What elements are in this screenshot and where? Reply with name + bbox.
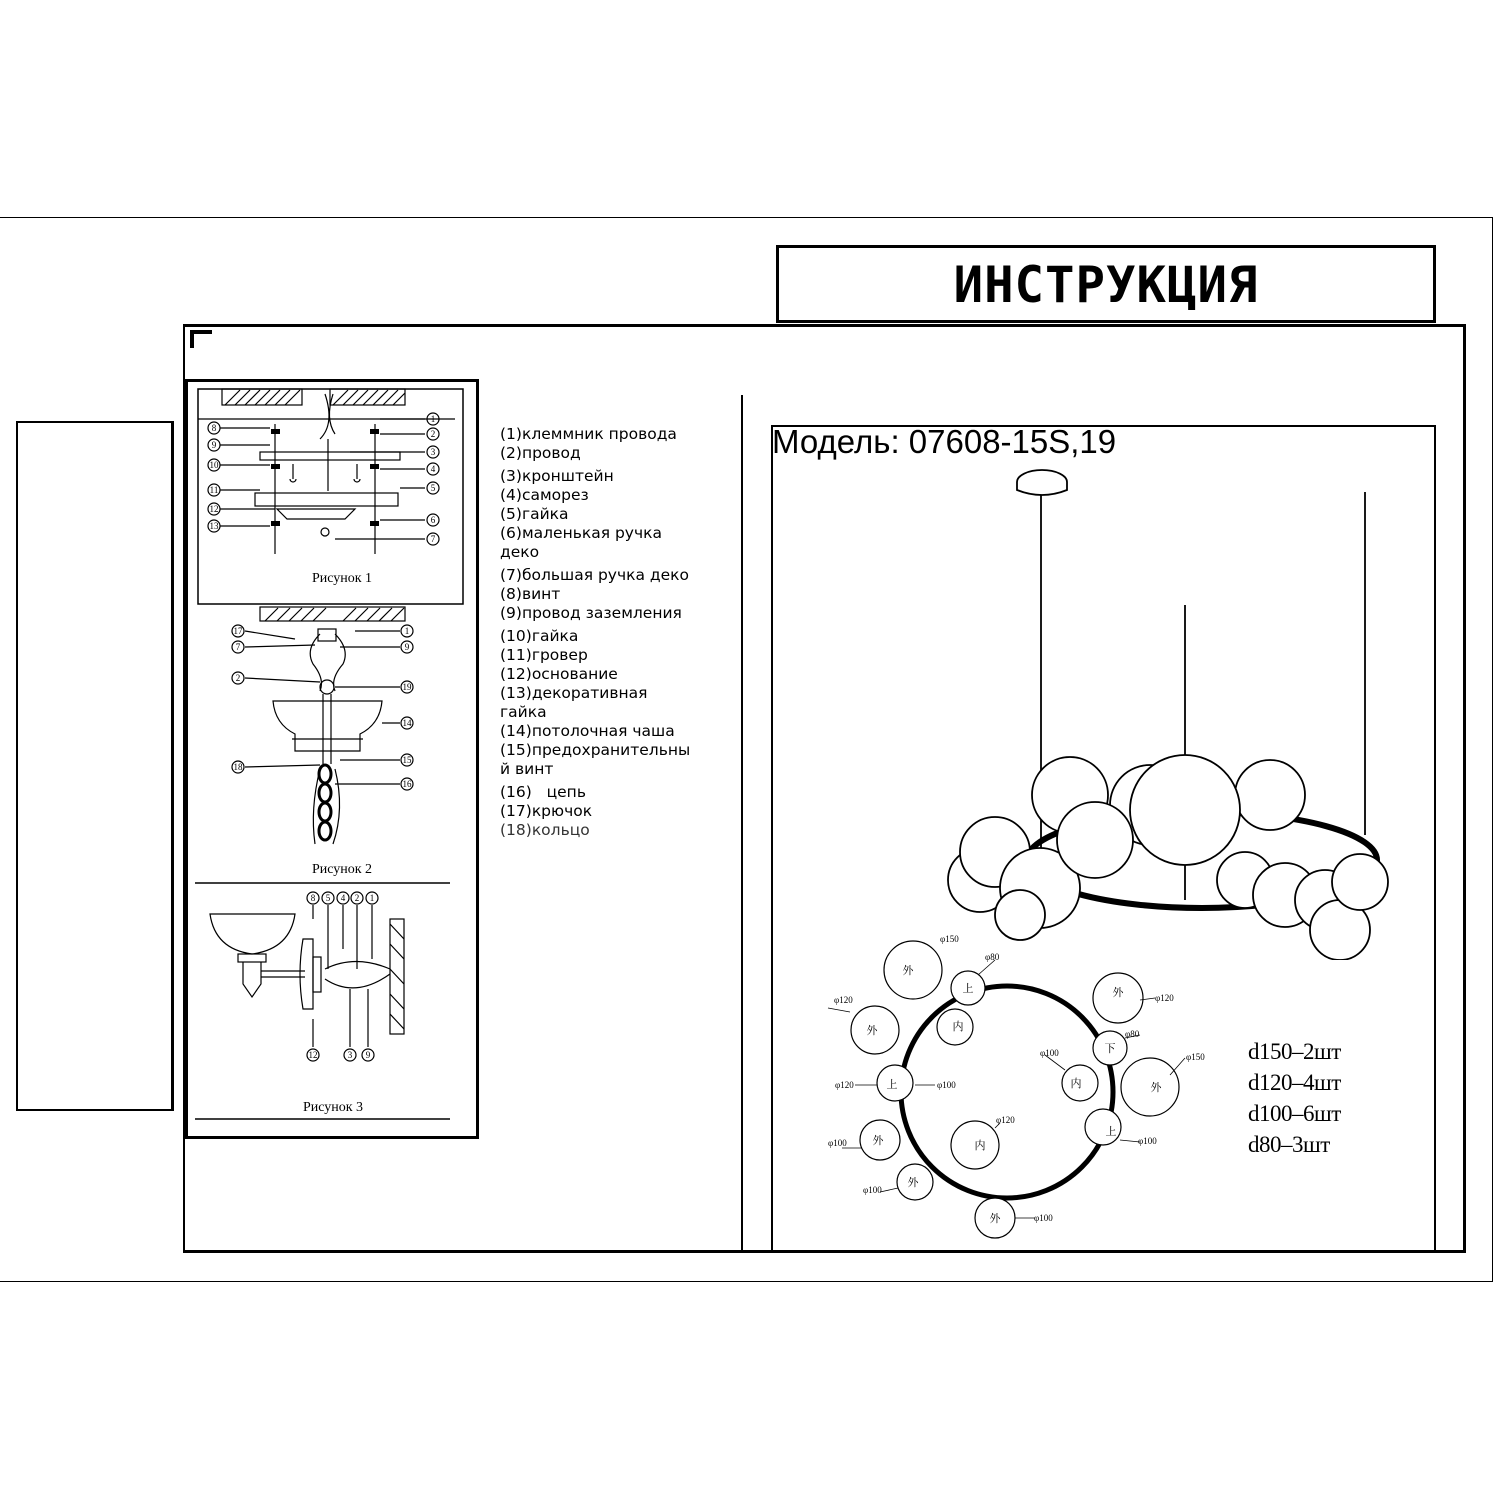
svg-text:6: 6: [430, 515, 436, 525]
svg-text:7: 7: [235, 642, 241, 652]
legend-item: (13)декоративная: [500, 684, 648, 702]
canopy: [1017, 470, 1067, 495]
svg-text:5: 5: [430, 483, 436, 493]
svg-text:外: 外: [866, 1025, 878, 1037]
svg-text:2: 2: [235, 673, 241, 683]
svg-text:17: 17: [233, 626, 243, 636]
count-d120: d120–4шт: [1248, 1070, 1341, 1095]
svg-text:3: 3: [430, 447, 436, 457]
svg-text:10: 10: [209, 460, 219, 470]
svg-text:外: 外: [1112, 987, 1124, 999]
count-d80: d80–3шт: [1248, 1132, 1330, 1157]
legend-item: (14)потолочная чаша: [500, 722, 675, 740]
legend-item: (7)большая ручка деко: [500, 566, 690, 584]
page-title: ИНСТРУКЦИЯ: [953, 256, 1259, 314]
svg-text:4: 4: [340, 893, 346, 903]
legend-item: (6)маленькая ручка: [500, 524, 663, 542]
legend-item: (5)гайка: [500, 505, 569, 523]
legend-item: (8)винт: [500, 585, 561, 603]
title-box: [776, 245, 1436, 323]
legend-item: й винт: [500, 760, 554, 778]
legend-item: (1)клеммник провода: [500, 425, 677, 443]
svg-text:3: 3: [347, 1050, 353, 1060]
legend-item: (15)предохранительны: [500, 741, 691, 759]
outer-frame-right: [1492, 217, 1493, 1282]
svg-text:4: 4: [430, 464, 436, 474]
installation-figures: [185, 379, 479, 1139]
outer-frame-bottom: [0, 1281, 1493, 1282]
figure-1-label: Рисунок 1: [311, 571, 373, 586]
svg-text:9: 9: [211, 440, 217, 450]
svg-text:2: 2: [430, 429, 436, 439]
svg-text:11: 11: [209, 485, 219, 495]
svg-text:φ120: φ120: [834, 995, 853, 1005]
legend-item: деко: [500, 543, 540, 561]
legend-item: (17)крючок: [500, 802, 593, 820]
svg-text:外: 外: [1150, 1082, 1162, 1094]
svg-text:8: 8: [310, 893, 316, 903]
shade-layout-diagram: [820, 930, 1220, 1245]
svg-text:外: 外: [902, 965, 914, 977]
chandelier-illustration: [940, 460, 1425, 960]
svg-text:9: 9: [404, 642, 410, 652]
svg-text:φ150: φ150: [1186, 1052, 1205, 1062]
svg-text:φ80: φ80: [985, 952, 1000, 962]
svg-text:1: 1: [369, 893, 375, 903]
corner-mark-v: [190, 330, 194, 348]
svg-text:上: 上: [1105, 1126, 1117, 1138]
svg-text:φ120: φ120: [1155, 993, 1174, 1003]
svg-text:16: 16: [402, 779, 412, 789]
legend-item: (12)основание: [500, 665, 618, 683]
parts-legend: [500, 425, 700, 840]
svg-text:内: 内: [1070, 1078, 1082, 1090]
svg-text:φ100: φ100: [937, 1080, 956, 1090]
chain: [319, 765, 331, 840]
svg-text:内: 内: [952, 1021, 964, 1033]
svg-text:1: 1: [404, 626, 410, 636]
svg-text:外: 外: [872, 1135, 884, 1147]
model-label: Модель: 07608-15S,19: [772, 423, 1117, 460]
fig1-callout-circles: [208, 413, 439, 545]
svg-text:19: 19: [402, 682, 412, 692]
svg-text:18: 18: [233, 762, 243, 772]
svg-text:φ80: φ80: [1125, 1029, 1140, 1039]
svg-text:7: 7: [430, 534, 436, 544]
count-d100: d100–6шт: [1248, 1101, 1341, 1126]
svg-text:外: 外: [907, 1177, 919, 1189]
svg-text:φ100: φ100: [1138, 1136, 1157, 1146]
shade-counts: [1248, 1036, 1341, 1160]
svg-text:φ100: φ100: [828, 1138, 847, 1148]
left-blank-panel: [16, 421, 174, 1111]
column-divider: [741, 395, 743, 1253]
svg-text:2: 2: [354, 893, 360, 903]
svg-text:φ120: φ120: [996, 1115, 1015, 1125]
figure-3-label: Рисунок 3: [302, 1100, 364, 1115]
fig3-callout-numbers: [309, 893, 375, 1060]
ceiling-hatch-2: [260, 607, 405, 621]
legend-item: (18)кольцо: [500, 821, 590, 839]
svg-text:14: 14: [402, 718, 412, 728]
legend-item: (2)провод: [500, 444, 581, 462]
svg-text:15: 15: [402, 755, 412, 765]
count-d150: d150–2шт: [1248, 1039, 1341, 1064]
figure-2-label: Рисунок 2: [311, 862, 373, 877]
svg-text:9: 9: [365, 1050, 371, 1060]
svg-text:外: 外: [989, 1213, 1001, 1225]
svg-text:12: 12: [209, 504, 219, 514]
svg-text:上: 上: [886, 1079, 898, 1091]
svg-text:12: 12: [308, 1050, 318, 1060]
legend-item: (3)кронштейн: [500, 467, 614, 485]
svg-text:内: 内: [974, 1140, 986, 1152]
legend-item: (16) цепь: [500, 783, 586, 801]
figure-3: [195, 892, 450, 1119]
svg-text:上: 上: [962, 983, 974, 995]
svg-text:下: 下: [1104, 1043, 1116, 1055]
svg-text:1: 1: [430, 414, 436, 424]
svg-text:φ120: φ120: [835, 1080, 854, 1090]
legend-item: (11)гровер: [500, 646, 588, 664]
svg-text:φ150: φ150: [940, 934, 959, 944]
svg-text:13: 13: [209, 521, 219, 531]
legend-item: (4)саморез: [500, 486, 589, 504]
outer-frame-top: [0, 217, 1493, 218]
svg-text:φ100: φ100: [1034, 1213, 1053, 1223]
fig3-callout-lines: [313, 905, 372, 1047]
legend-item: (9)провод заземления: [500, 604, 682, 622]
svg-text:φ100: φ100: [1040, 1048, 1059, 1058]
figure-2: [195, 607, 450, 883]
legend-item: (10)гайка: [500, 627, 579, 645]
svg-text:5: 5: [325, 893, 331, 903]
svg-text:φ100: φ100: [863, 1185, 882, 1195]
ceiling-hatch-1: [222, 389, 405, 405]
legend-item: гайка: [500, 703, 547, 721]
svg-text:8: 8: [211, 423, 217, 433]
